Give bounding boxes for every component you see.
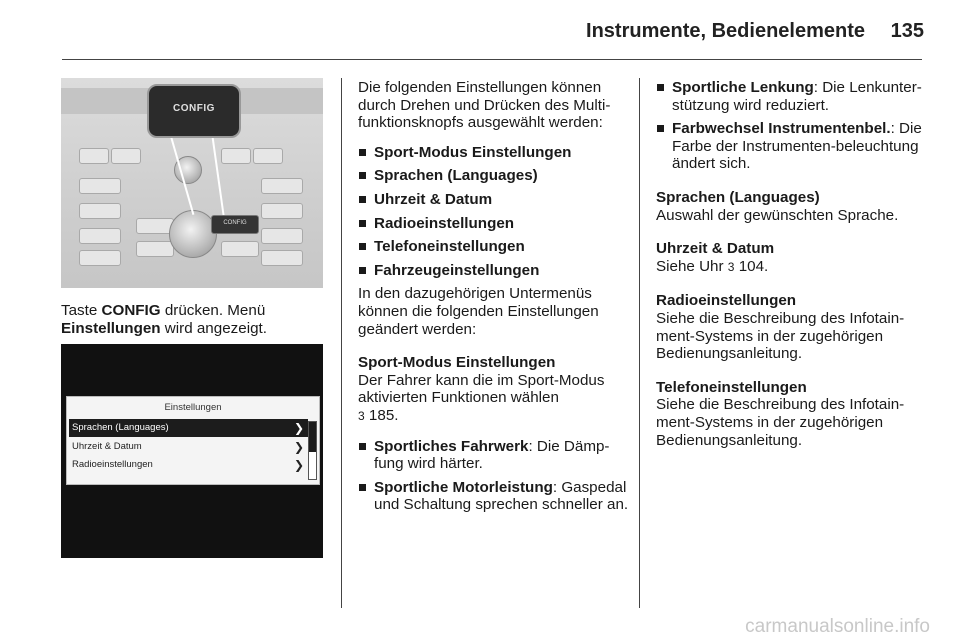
- radio-section: Radioeinstellungen Siehe die Beschreibung des Infotain-ment-Systems in der zugehörigen Bedienungsanleitung.: [656, 292, 926, 362]
- sport-section: Sport-Modus Einstellungen Der Fahrer kann die im Sport-Modus aktivierten Funktionen wählen 3 185.: [358, 354, 633, 425]
- console-button: [79, 148, 109, 164]
- config-button: CONFIG: [211, 215, 259, 234]
- console-button: [79, 250, 121, 266]
- section-heading: Sport-Modus Einstellungen: [358, 354, 556, 372]
- config-callout: CONFIG: [147, 84, 241, 138]
- page-number: 135: [890, 20, 924, 42]
- header-divider: [62, 59, 922, 60]
- console-button: [136, 241, 174, 257]
- clock-section: Uhrzeit & Datum Siehe Uhr 3 104.: [656, 240, 926, 276]
- screen-scrollbar: [308, 421, 317, 480]
- sport-options-list: [656, 79, 926, 173]
- chevron-right-icon: ❯: [293, 440, 304, 454]
- intro-paragraph: Die folgenden Einstellungen können durch Drehen und Drücken des Multi-funktionsknopfs ausgewählt werden:: [358, 79, 611, 132]
- list-item: Sportliches Fahrwerk: Die Dämp-fung wird härter.: [358, 438, 633, 473]
- screen-row: Sprachen (Languages) ❯: [69, 419, 308, 437]
- column-1: [61, 302, 326, 349]
- list-item: Farbwechsel Instrumentenbel.: Die Farbe der Instrumenten-beleuchtung ändert sich.: [656, 120, 926, 173]
- console-button: [261, 203, 303, 219]
- list-item: Radioeinstellungen: [358, 215, 633, 233]
- section-heading: Telefoneinstellungen: [656, 378, 807, 396]
- callout-pointer: [211, 133, 225, 217]
- list-item: Sportliche Lenkung: Die Lenkunter-stützung wird reduziert.: [656, 79, 926, 114]
- list-item: Telefoneinstellungen: [358, 238, 633, 256]
- scrollbar-thumb: [309, 422, 316, 452]
- list-item: Fahrzeugeinstellungen: [358, 262, 633, 280]
- column-divider: [341, 78, 342, 608]
- image-caption: Taste CONFIG drücken. Menü Einstellungen wird angezeigt.: [61, 302, 267, 337]
- column-divider: [639, 78, 640, 608]
- languages-section: Sprachen (Languages) Auswahl der gewünschten Sprache.: [656, 189, 926, 224]
- console-button: [79, 203, 121, 219]
- multifunction-knob: [169, 210, 217, 258]
- column-2: [358, 79, 633, 520]
- console-photo: [61, 78, 323, 288]
- console-button: [261, 228, 303, 244]
- screen-title: Einstellungen: [164, 402, 222, 413]
- section-heading: Sprachen (Languages): [656, 188, 820, 206]
- section-title: Instrumente, Bedienelemente: [586, 20, 865, 42]
- console-button: [111, 148, 141, 164]
- chevron-right-icon: ❯: [293, 458, 304, 472]
- console-button: [79, 228, 121, 244]
- submenu-paragraph: In den dazugehörigen Untermenüs können die folgenden Einstellungen geändert werden:: [358, 285, 599, 338]
- console-button: [221, 241, 259, 257]
- list-item: Sprachen (Languages): [358, 167, 633, 185]
- screen-row: Uhrzeit & Datum ❯: [72, 440, 304, 454]
- reference-arrow-icon: 3: [727, 259, 735, 274]
- chevron-right-icon: ❯: [293, 421, 304, 435]
- console-button: [221, 148, 251, 164]
- screen-row: Radioeinstellungen ❯: [72, 458, 304, 472]
- settings-screen: [66, 396, 320, 485]
- list-item: Sportliche Motorleistung: Gaspedal und Schaltung sprechen schneller an.: [358, 479, 633, 514]
- console-button: [261, 178, 303, 194]
- console-button: [253, 148, 283, 164]
- watermark: carmanualsonline.info: [745, 616, 930, 637]
- section-heading: Uhrzeit & Datum: [656, 240, 775, 258]
- column-3: [656, 79, 926, 461]
- section-heading: Radioeinstellungen: [656, 292, 797, 310]
- sport-options-list: [358, 438, 633, 514]
- console-button: [261, 250, 303, 266]
- display-photo: [61, 344, 323, 558]
- reference-arrow-icon: 3: [358, 408, 365, 423]
- console-button: [79, 178, 121, 194]
- phone-section: Telefoneinstellungen Siehe die Beschreibung des Infotain-ment-Systems in der zugehörigen Bedienungsanleitung.: [656, 379, 926, 449]
- list-item: Uhrzeit & Datum: [358, 191, 633, 209]
- menu-list: [358, 144, 633, 280]
- list-item: Sport-Modus Einstellungen: [358, 144, 633, 162]
